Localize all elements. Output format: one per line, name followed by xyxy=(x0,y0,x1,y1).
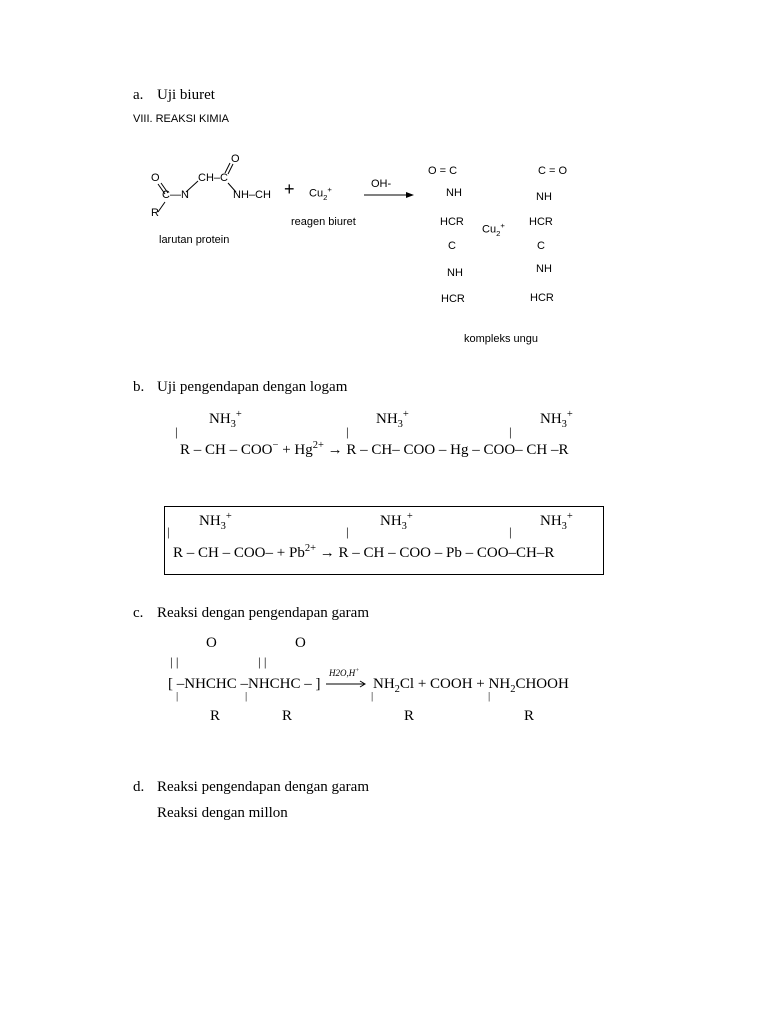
hyd-bar-1: | xyxy=(176,690,179,702)
plus-sign: + xyxy=(284,179,295,199)
hyd-left: [ –NHCHC –NHCHC – ] xyxy=(168,676,321,692)
complex-right-2: HCR xyxy=(529,216,553,228)
pb-nh3-2: $NH_3^+$ xyxy=(380,511,413,532)
hyd-condition: H2O,H+ xyxy=(329,667,360,678)
hg-bar-2: | xyxy=(346,424,349,439)
section-b-label: b. xyxy=(133,379,145,395)
hg-nh3-3: $NH_3^+$ xyxy=(540,409,573,430)
hyd-r-2: R xyxy=(282,708,293,724)
o-left: O xyxy=(151,172,160,184)
hyd-bar-3: | xyxy=(371,690,374,702)
hyd-bar-2: | xyxy=(245,690,248,702)
complex-left-5: HCR xyxy=(441,293,465,305)
section-c-title: Reaksi dengan pengendapan garam xyxy=(157,605,369,621)
cu-reagent: $Cu_2^+$ xyxy=(309,185,332,202)
hg-equation: R – CH – $COO^- + Hg^{2+} \to R - CH-$ COO – Hg – COO– CH –R xyxy=(180,440,569,458)
complex-right-1: NH xyxy=(536,191,552,203)
complex-right-0: C = O xyxy=(538,165,568,177)
complex-left-1: NH xyxy=(446,187,462,199)
hyd-products: $NH_2Cl$ + COOH + $NH_2CHOOH$ xyxy=(373,676,569,695)
hyd-r-4: R xyxy=(524,708,535,724)
section-a-title: Uji biuret xyxy=(157,87,215,103)
hyd-double-bar-1: | | xyxy=(170,654,179,669)
section-d-title: Reaksi pengendapan dengan garam xyxy=(157,779,369,795)
hyd-double-bar-2: | | xyxy=(258,654,267,669)
complex-left-2: HCR xyxy=(440,216,464,228)
complex-left-0: O = C xyxy=(428,165,458,177)
reagen-biuret-caption: reagen biuret xyxy=(291,216,356,228)
kompleks-ungu-caption: kompleks ungu xyxy=(464,333,538,345)
pb-equation: R – CH – $COO- + Pb^{2+} \to R$ – CH – COO – Pb – COO–CH–R xyxy=(173,543,555,561)
pb-bar-2: | xyxy=(346,524,349,539)
section-d-label: d. xyxy=(133,779,145,795)
complex-cu-center: $Cu_2^+$ xyxy=(482,221,505,238)
hyd-o-1: O xyxy=(206,635,217,651)
complex-left-3: C xyxy=(448,240,456,252)
section-a-label: a. xyxy=(133,87,144,103)
hyd-r-1: R xyxy=(210,708,221,724)
hyd-r-3: R xyxy=(404,708,415,724)
r-group: R xyxy=(151,207,159,219)
pb-bar-1: | xyxy=(167,524,170,539)
hg-bar-3: | xyxy=(509,424,512,439)
complex-left-4: NH xyxy=(447,267,463,279)
hg-nh3-1: $NH_3^+$ xyxy=(209,409,242,430)
section-c-label: c. xyxy=(133,605,144,621)
hyd-o-2: O xyxy=(295,635,306,651)
ch-c-group: CH–C xyxy=(198,172,228,184)
o-top: O xyxy=(231,153,240,165)
larutan-protein-caption: larutan protein xyxy=(159,234,230,246)
oh-condition: OH- xyxy=(371,178,392,190)
pb-nh3-3: $NH_3^+$ xyxy=(540,511,573,532)
complex-right-3: C xyxy=(537,240,545,252)
complex-right-5: HCR xyxy=(530,292,554,304)
section-b-title: Uji pengendapan dengan logam xyxy=(157,379,348,395)
hyd-bar-4: | xyxy=(488,690,491,702)
nh-ch-group: NH–CH xyxy=(233,189,271,201)
pb-bar-3: | xyxy=(509,524,512,539)
hg-nh3-2: $NH_3^+$ xyxy=(376,409,409,430)
hg-bar-1: | xyxy=(175,424,178,439)
biuret-heading: VIII. REAKSI KIMIA xyxy=(133,113,229,125)
pb-nh3-1: $NH_3^+$ xyxy=(199,511,232,532)
c-n-group: C—N xyxy=(162,189,189,201)
complex-right-4: NH xyxy=(536,263,552,275)
section-d-subtitle: Reaksi dengan millon xyxy=(157,805,288,821)
